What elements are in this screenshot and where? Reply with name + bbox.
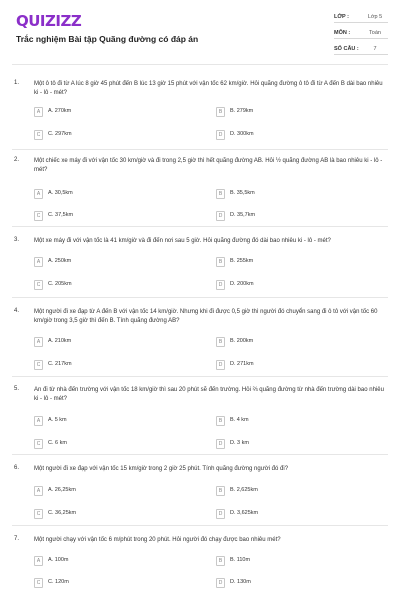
option-letter-box: C [34,578,43,588]
option-text: B. 110m [230,557,251,563]
question-text: Một người chạy với vận tốc 6 m/phút trong 20 phút. Hỏi người đó chạy được bao nhiêu mét? [34,537,281,543]
option-letter-box: A [34,486,43,496]
option-letter-box: D [216,360,225,370]
option-letter-box: C [34,280,43,290]
option-letter-box: B [216,556,225,566]
option-text: B. 35,5km [230,190,255,196]
question-count-value: 7 [373,46,377,52]
option-text: C. 120m [48,579,69,585]
option-text: B. 2,625km [230,487,258,493]
option-letter-box: A [34,416,43,426]
option-letter-box: C [34,360,43,370]
option-text: A. 100m [48,557,69,563]
meta-divider [334,22,388,23]
option-letter-box: C [34,439,43,449]
question-text: Một người đi xe đạp từ A đến B với vận tốc 14 km/giờ. Nhưng khi đi được 0,5 giờ thì người đó chuyển sang đi ô tô với vận tốc 60 km/giờ trong 3,5 giờ thì đến B. Tính quãng đường AB? [34,309,378,324]
option-letter-box: A [34,107,43,117]
question-divider [12,376,388,377]
question-number: 5. [14,386,20,392]
option-text: A. 270km [48,108,72,114]
question-number: 2. [14,157,20,163]
question-text: Một chiếc xe máy đi với vận tốc 30 km/giờ và đi trong 2,5 giờ thì hết quãng đường AB. Hỏi ½ quãng đường AB là bao nhiêu ki - lô - mét? [34,158,383,173]
worksheet-header [0,0,400,62]
option-text: D. 3 km [230,440,249,446]
option-letter-box: D [216,211,225,221]
question-divider [12,149,388,150]
option-text: D. 130m [230,579,251,585]
option-letter-box: A [34,337,43,347]
option-text: A. 210km [48,338,72,344]
option-letter-box: B [216,189,225,199]
option-letter-box: C [34,509,43,519]
question-divider [12,297,388,298]
question-number: 3. [14,237,20,243]
option-text: A. 26,25km [48,487,76,493]
quizizz-logo: QUIZIZZ [16,12,82,30]
option-text: C. 205km [48,281,72,287]
question-number: 7. [14,536,20,542]
option-text: B. 200km [230,338,254,344]
question-text: Một người đi xe đạp với vận tốc 15 km/giờ trong 2 giờ 25 phút. Tính quãng đường người đó đi? [34,466,289,472]
question-text: An đi từ nhà đến trường với vận tốc 18 km/giờ thì sau 20 phút sẽ đến trường. Hỏi ⅔ quãng đường từ nhà đến trường dài bao nhiêu ki - lô - mét? [34,387,384,402]
option-text: A. 5 km [48,417,67,423]
option-text: C. 6 km [48,440,67,446]
question-number: 1. [14,80,20,86]
meta-divider [334,54,388,55]
option-letter-box: A [34,257,43,267]
header-divider [12,64,388,65]
option-text: A. 250km [48,258,72,264]
question-text: Một xe máy đi với vận tốc là 41 km/giờ và đi đến nơi sau 5 giờ. Hỏi quãng đường đó dài bao nhiêu ki - lô - mét? [34,238,331,244]
grade-value: Lớp 5 [367,14,383,20]
option-text: B. 4 km [230,417,249,423]
option-letter-box: D [216,280,225,290]
grade-label: LỚP : [334,14,349,20]
option-letter-box: C [34,130,43,140]
option-text: D. 200km [230,281,254,287]
option-text: A. 30,5km [48,190,73,196]
option-text: D. 3,625km [230,510,259,516]
question-text: Một ô tô đi từ A lúc 8 giờ 45 phút đến B lúc 13 giờ 15 phút với vận tốc 62 km/giờ. Hỏi quãng đường ô tô đi từ A đến B dài bao nhiêu ki - lô - mét? [34,81,383,96]
subject-label: MÔN : [334,30,351,36]
question-divider [12,226,388,227]
option-text: D. 300km [230,131,254,137]
option-letter-box: B [216,416,225,426]
option-text: C. 217km [48,361,72,367]
question-divider [12,454,388,455]
option-letter-box: D [216,439,225,449]
option-text: D. 35,7km [230,212,256,218]
option-text: C. 36,25km [48,510,77,516]
option-text: B. 279km [230,108,254,114]
option-text: C. 297km [48,131,72,137]
option-text: B. 255km [230,258,254,264]
option-letter-box: B [216,486,225,496]
option-letter-box: B [216,257,225,267]
option-text: D. 271km [230,361,254,367]
meta-divider [334,38,388,39]
question-number: 4. [14,308,20,314]
question-count-label: SỐ CÂU : [334,46,359,52]
option-letter-box: D [216,509,225,519]
question-number: 6. [14,465,20,471]
option-letter-box: C [34,211,43,221]
option-letter-box: D [216,578,225,588]
option-letter-box: A [34,189,43,199]
option-text: C. 37,5km [48,212,74,218]
option-letter-box: D [216,130,225,140]
worksheet-title: Trắc nghiệm Bài tập Quãng đường có đáp án [16,34,199,44]
question-divider [12,525,388,526]
subject-value: Toán [369,30,381,36]
option-letter-box: B [216,107,225,117]
option-letter-box: A [34,556,43,566]
option-letter-box: B [216,337,225,347]
